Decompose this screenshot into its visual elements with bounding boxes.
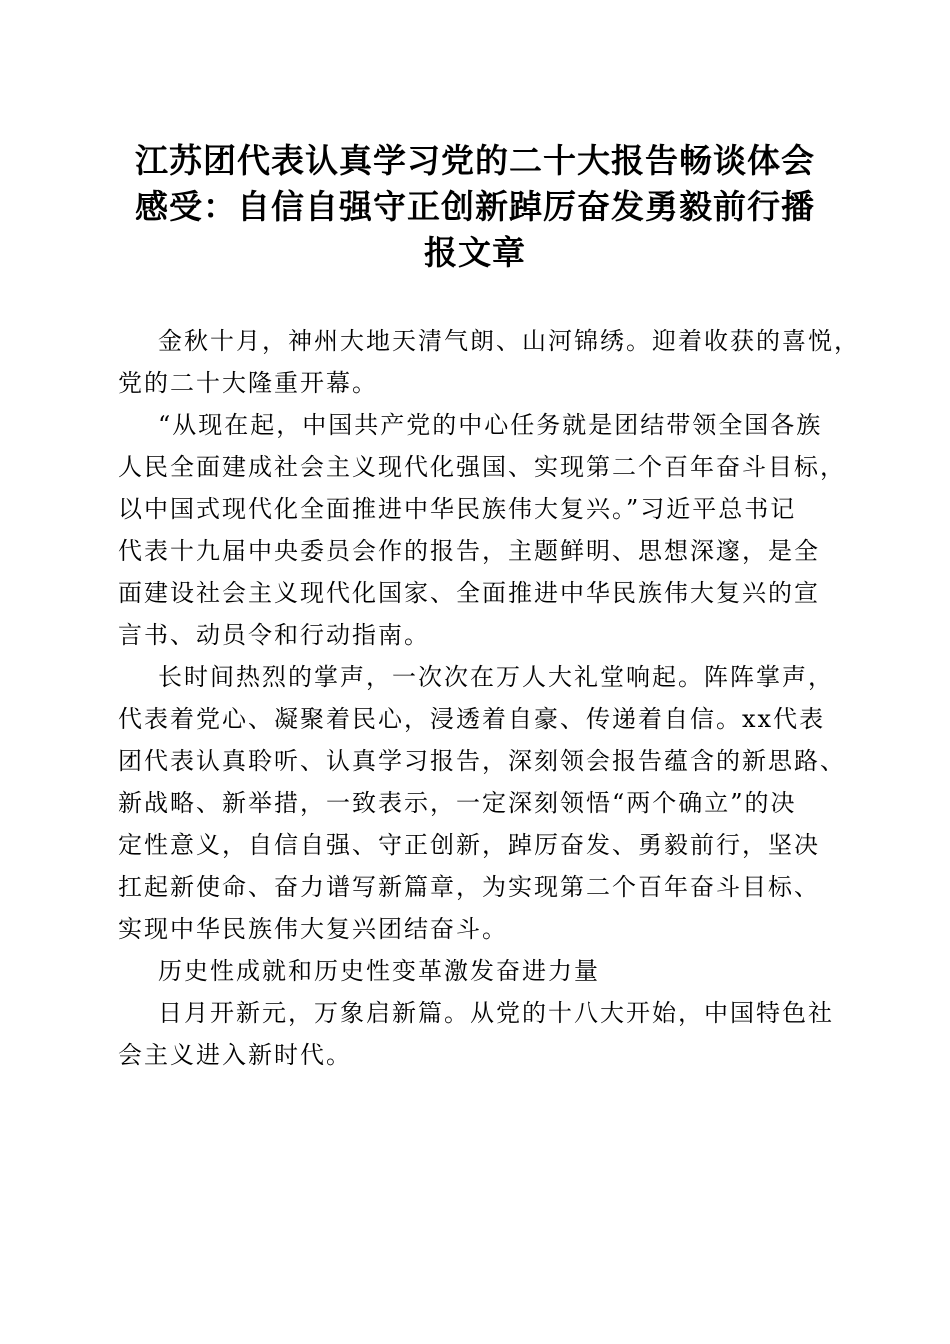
- text-line: 代表十九届中央委员会作的报告，主题鲜明、思想深邃，是全: [118, 537, 820, 565]
- text-line: 代表着党心、凝聚着民心，浸透着自豪、传递着自信。xx代表: [118, 705, 826, 733]
- text-line: 扛起新使命、奋力谱写新篇章，为实现第二个百年奋斗目标、: [118, 873, 820, 901]
- text-line: “从现在起，中国共产党的中心任务就是团结带领全国各族: [158, 411, 823, 439]
- text-line: 实现中华民族伟大复兴团结奋斗。: [118, 915, 508, 943]
- text-line: 会主义进入新时代。: [118, 1041, 352, 1069]
- text-line: 党的二十大隆重开幕。: [118, 369, 378, 397]
- title-line: 江苏团代表认真学习党的二十大报告畅谈体会: [135, 141, 815, 180]
- document-title: [100, 138, 850, 276]
- text-line: 日月开新元，万象启新篇。从党的十八大开始，中国特色社: [158, 999, 834, 1027]
- text-line: 新战略、新举措，一致表示，一定深刻领悟“两个确立”的决: [118, 789, 797, 817]
- text-line: 言书、动员令和行动指南。: [118, 621, 430, 649]
- text-line: 定性意义，自信自强、守正创新，踔厉奋发、勇毅前行，坚决: [118, 831, 820, 859]
- title-line: 感受：自信自强守正创新踔厉奋发勇毅前行播: [135, 187, 815, 226]
- paragraph: [118, 320, 860, 404]
- paragraph: [118, 992, 833, 1076]
- paragraph: [118, 404, 846, 656]
- document-body: [118, 320, 860, 1076]
- text-line: 历史性成就和历史性变革激发奋进力量: [158, 957, 600, 985]
- text-line: 团代表认真聆听、认真学习报告，深刻领会报告蕴含的新思路、: [118, 747, 846, 775]
- text-line: 以中国式现代化全面推进中华民族伟大复兴。”习近平总书记: [118, 495, 797, 523]
- section-heading: [118, 950, 833, 992]
- text-line: 长时间热烈的掌声，一次次在万人大礼堂响起。阵阵掌声，: [158, 663, 834, 691]
- text-line: 面建设社会主义现代化国家、全面推进中华民族伟大复兴的宣: [118, 579, 820, 607]
- title-line: 报文章: [424, 233, 526, 272]
- text-line: 人民全面建成社会主义现代化强国、实现第二个百年奋斗目标，: [118, 453, 846, 481]
- paragraph: [118, 656, 846, 950]
- text-line: 金秋十月，神州大地天清气朗、山河锦绣。迎着收获的喜悦，: [158, 327, 860, 355]
